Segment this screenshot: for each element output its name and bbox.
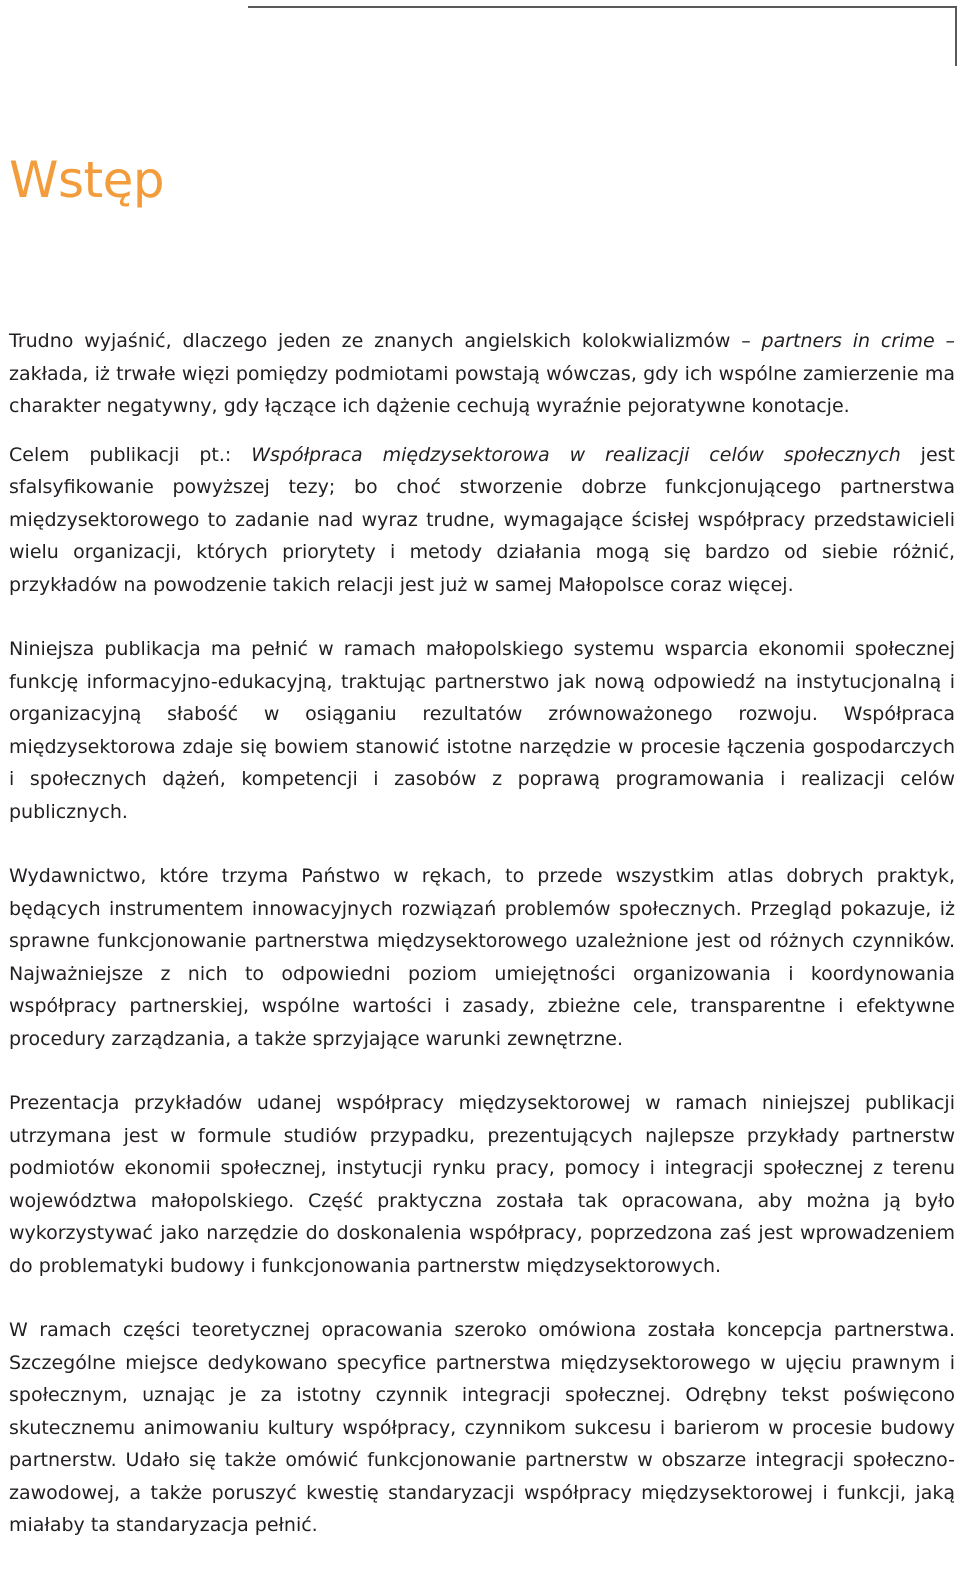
page-frame-line	[248, 6, 957, 66]
paragraph-1-text-end: – zakłada, iż trwałe więzi pomiędzy podmiotami powstają wówczas, gdy ich wspólne zamierzenie ma charakter negatywny, gdy łączące ich dążenie cechują wyraźnie pejoratywne konotacje.	[9, 330, 955, 417]
paragraph-1-text: Trudno wyjaśnić, dlaczego jeden ze znanych angielskich kolokwializmów –	[9, 330, 762, 352]
publication-title-italic: Współpraca międzysektorowa w realizacji celów społecznych	[251, 443, 901, 466]
document-body	[9, 325, 955, 1574]
paragraph-2-text: Celem publikacji pt.:	[9, 443, 252, 466]
page-title: Wstęp	[9, 151, 165, 209]
paragraph-5: Prezentacja przykładów udanej współpracy międzysektorowej w ramach niniejszej publikacji utrzymana jest w formule studiów przypadku, prezentujących najlepsze przykłady partnerstw podmiotów ekonomii społecznej, instytucji rynku pracy, pomocy i integracji społecznej z terenu województwa małopolskiego. Część praktyczna została tak opracowana, aby można ją było wykorzystywać jako narzędzie do doskonalenia współpracy, poprzedzona zaś jest wprowadzeniem do problematyki budowy i funkcjonowania partnerstw międzysektorowych.	[9, 1092, 955, 1277]
paragraph-1-italic: partners in crime	[761, 330, 935, 352]
paragraph-2	[9, 439, 955, 602]
paragraph-6: W ramach części teoretycznej opracowania szeroko omówiona została koncepcja partnerstwa. Szczególne miejsce dedykowano specyfice partnerstwa międzysektorowego w ujęciu prawnym i społecznym, uznając je za istotny czynnik integracji społecznej. Odrębny tekst poświęcono skutecznemu animowaniu kultury współpracy, czynnikom sukcesu i barierom w procesie budowy partnerstw. Udało się także omówić funkcjonowanie partnerstw w obszarze integracji społeczno-zawodowej, a także poruszyć kwestię standaryzacji współpracy międzysektorowej i funkcji, jaką miałaby ta standaryzacja pełnić.	[9, 1319, 955, 1536]
paragraph-2-text-end: jest sfalsyfikowanie powyższej tezy; bo choć stworzenie dobrze funkcjonującego partnerstwa międzysektorowego to zadanie nad wyraz trudne, wymagające ścisłej współpracy przedstawicieli wielu organizacji, których priorytety i metody działania mogą się bardzo od siebie różnić, przykładów na powodzenie takich relacji jest już w samej Małopolsce coraz więcej.	[9, 443, 956, 596]
paragraph-3: Niniejsza publikacja ma pełnić w ramach małopolskiego systemu wsparcia ekonomii społecznej funkcję informacyjno-edukacyjną, traktując partnerstwo jak nową odpowiedź na instytucjonalną i organizacyjną słabość w osiąganiu rezultatów zrównoważonego rozwoju. Współpraca międzysektorowa zdaje się bowiem stanowić istotne narzędzie w procesie łączenia gospodarczych i społecznych dążeń, kompetencji i zasobów z poprawą programowania i realizacji celów publicznych.	[9, 638, 955, 823]
paragraph-4: Wydawnictwo, które trzyma Państwo w rękach, to przede wszystkim atlas dobrych praktyk, będących instrumentem innowacyjnych rozwiązań problemów społecznych. Przegląd pokazuje, iż sprawne funkcjonowanie partnerstwa międzysektorowego uzależnione jest od różnych czynników. Najważniejsze z nich to odpowiedni poziom umiejętności organizowania i koordynowania współpracy partnerskiej, wspólne wartości i zasady, zbieżne cele, transparentne i efektywne procedury zarządzania, a także sprzyjające warunki zewnętrzne.	[9, 865, 955, 1050]
paragraph-1	[9, 325, 955, 423]
